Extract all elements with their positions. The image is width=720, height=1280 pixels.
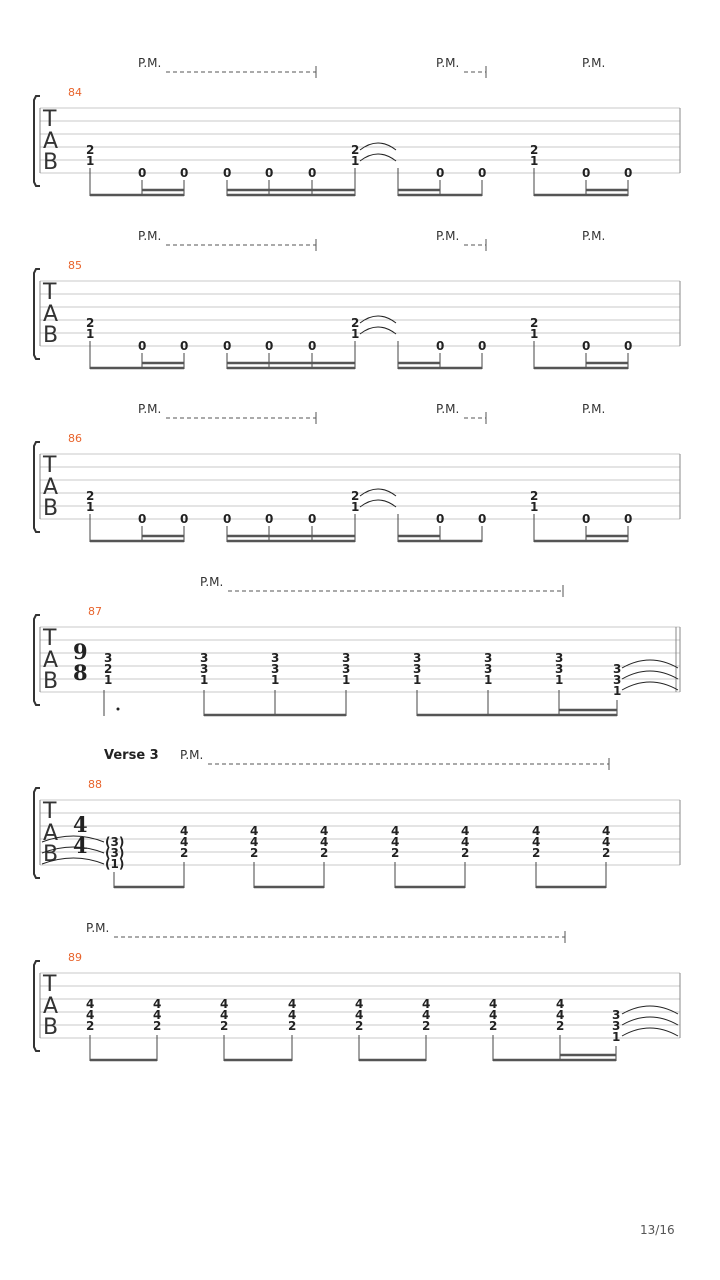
system-bracket bbox=[34, 269, 40, 359]
palm-mute-label: P.M. bbox=[138, 402, 162, 416]
fret-number: 1 bbox=[530, 154, 539, 168]
fret-number: 3 bbox=[200, 651, 209, 665]
measure-number: 87 bbox=[88, 605, 102, 618]
fret-number: 0 bbox=[138, 339, 147, 353]
fret-number: 1 bbox=[351, 327, 360, 341]
tab-clef-t: T bbox=[43, 626, 57, 651]
fret-number: 4 bbox=[602, 824, 611, 838]
fret-number: 1 bbox=[351, 500, 360, 514]
tab-clef-a: A bbox=[43, 648, 59, 673]
fret-number: 1 bbox=[530, 500, 539, 514]
tab-system-89 bbox=[34, 921, 680, 1061]
tab-clef-t: T bbox=[43, 453, 57, 478]
fret-number: 1 bbox=[484, 673, 493, 687]
fret-number: 3 bbox=[613, 673, 622, 687]
fret-number: 3 bbox=[613, 662, 622, 676]
note-stems bbox=[90, 168, 628, 196]
palm-mute-label: P.M. bbox=[436, 229, 460, 243]
tab-clef-b: B bbox=[43, 1015, 59, 1040]
tab-notes bbox=[86, 997, 620, 1044]
fret-number: 2 bbox=[250, 846, 259, 860]
fret-number: 1 bbox=[200, 673, 209, 687]
tab-notes bbox=[86, 489, 632, 526]
fret-number: 4 bbox=[250, 835, 259, 849]
fret-number: 2 bbox=[351, 143, 360, 157]
fret-number: 0 bbox=[138, 512, 147, 526]
fret-number: 2 bbox=[86, 143, 95, 157]
palm-mute-label: P.M. bbox=[180, 748, 204, 762]
system-bracket bbox=[34, 961, 40, 1051]
fret-number: 2 bbox=[461, 846, 470, 860]
fret-number: 0 bbox=[308, 166, 317, 180]
tab-system-87 bbox=[34, 575, 680, 716]
fret-number: 2 bbox=[556, 1019, 565, 1033]
note-stems bbox=[114, 862, 606, 888]
fret-number: 4 bbox=[220, 997, 229, 1011]
fret-number: 0 bbox=[308, 512, 317, 526]
fret-number: 4 bbox=[86, 1008, 95, 1022]
note-beams bbox=[90, 190, 628, 195]
palm-mute-label: P.M. bbox=[582, 229, 606, 243]
fret-number: 0 bbox=[478, 339, 487, 353]
palm-mute-label: P.M. bbox=[138, 56, 162, 70]
tab-clef-b: B bbox=[43, 669, 59, 694]
fret-number: 4 bbox=[220, 1008, 229, 1022]
note-stems bbox=[104, 690, 617, 716]
fret-number: 3 bbox=[271, 651, 280, 665]
measure-number: 88 bbox=[88, 778, 102, 791]
palm-mute-label: P.M. bbox=[200, 575, 224, 589]
fret-number: 0 bbox=[624, 512, 633, 526]
time-signature-numerator: 9 bbox=[73, 639, 88, 664]
palm-mute-label: P.M. bbox=[436, 56, 460, 70]
fret-number: 1 bbox=[530, 327, 539, 341]
tab-notes bbox=[86, 316, 632, 353]
tab-staff-lines bbox=[40, 108, 680, 173]
fret-number: 4 bbox=[391, 835, 400, 849]
note-stems bbox=[90, 1035, 616, 1061]
measure-number: 85 bbox=[68, 259, 82, 272]
fret-number: 2 bbox=[391, 846, 400, 860]
tab-staff-lines bbox=[40, 800, 680, 865]
tab-clef-b: B bbox=[43, 496, 59, 521]
tab-system-86 bbox=[34, 402, 680, 542]
fret-number: 4 bbox=[320, 824, 329, 838]
fret-number: 0 bbox=[582, 339, 591, 353]
fret-number: 4 bbox=[153, 1008, 162, 1022]
fret-number: 2 bbox=[489, 1019, 498, 1033]
note-stems bbox=[90, 514, 628, 542]
fret-number: 0 bbox=[265, 166, 274, 180]
section-label: Verse 3 bbox=[104, 748, 159, 763]
system-bracket bbox=[34, 442, 40, 532]
fret-number: 1 bbox=[271, 673, 280, 687]
fret-number: 0 bbox=[180, 339, 189, 353]
tab-clef-a: A bbox=[43, 475, 59, 500]
tie-arcs bbox=[360, 143, 396, 161]
tab-notes bbox=[104, 651, 621, 698]
system-bracket bbox=[34, 788, 40, 878]
fret-number: 2 bbox=[532, 846, 541, 860]
fret-number: 0 bbox=[582, 166, 591, 180]
tied-fret-number: (3) bbox=[105, 835, 125, 849]
fret-number: 4 bbox=[320, 835, 329, 849]
fret-number: 0 bbox=[436, 166, 445, 180]
fret-number: 3 bbox=[612, 1008, 621, 1022]
fret-number: 3 bbox=[342, 662, 351, 676]
fret-number: 3 bbox=[555, 662, 564, 676]
fret-number: 0 bbox=[478, 166, 487, 180]
fret-number: 3 bbox=[612, 1019, 621, 1033]
tied-fret-number: (1) bbox=[105, 857, 125, 871]
fret-number: 0 bbox=[223, 512, 232, 526]
palm-mute-label: P.M. bbox=[582, 402, 606, 416]
fret-number: 0 bbox=[265, 512, 274, 526]
fret-number: 4 bbox=[86, 997, 95, 1011]
tab-clef-a: A bbox=[43, 129, 59, 154]
tab-system-85 bbox=[34, 229, 680, 369]
fret-number: 0 bbox=[223, 339, 232, 353]
tab-clef-a: A bbox=[43, 302, 59, 327]
fret-number: 2 bbox=[86, 316, 95, 330]
measure-number: 84 bbox=[68, 86, 82, 99]
fret-number: 4 bbox=[355, 1008, 364, 1022]
tab-staff-lines bbox=[40, 627, 680, 692]
fret-number: 4 bbox=[391, 824, 400, 838]
fret-number: 3 bbox=[484, 651, 493, 665]
fret-number: 4 bbox=[602, 835, 611, 849]
fret-number: 3 bbox=[413, 662, 422, 676]
fret-number: 2 bbox=[602, 846, 611, 860]
fret-number: 0 bbox=[223, 166, 232, 180]
fret-number: 2 bbox=[104, 662, 113, 676]
fret-number: 0 bbox=[436, 512, 445, 526]
time-signature-numerator: 4 bbox=[73, 812, 88, 837]
palm-mute-label: P.M. bbox=[86, 921, 110, 935]
fret-number: 4 bbox=[532, 824, 541, 838]
dotted-note-dot bbox=[117, 708, 120, 711]
fret-number: 2 bbox=[422, 1019, 431, 1033]
fret-number: 0 bbox=[582, 512, 591, 526]
fret-number: 3 bbox=[271, 662, 280, 676]
tab-clef-b: B bbox=[43, 323, 59, 348]
tab-clef-b: B bbox=[43, 150, 59, 175]
tab-notes bbox=[86, 143, 632, 180]
tab-staff-lines bbox=[40, 281, 680, 346]
tie-arcs bbox=[360, 316, 396, 334]
fret-number: 2 bbox=[180, 846, 189, 860]
fret-number: 0 bbox=[624, 166, 633, 180]
tab-system-84 bbox=[34, 56, 680, 196]
fret-number: 2 bbox=[220, 1019, 229, 1033]
fret-number: 4 bbox=[355, 997, 364, 1011]
fret-number: 3 bbox=[413, 651, 422, 665]
note-beams bbox=[90, 363, 628, 368]
tie-arcs bbox=[360, 489, 396, 507]
fret-number: 2 bbox=[320, 846, 329, 860]
fret-number: 4 bbox=[153, 997, 162, 1011]
note-beams bbox=[90, 1055, 616, 1060]
fret-number: 4 bbox=[556, 1008, 565, 1022]
fret-number: 4 bbox=[288, 997, 297, 1011]
fret-number: 4 bbox=[489, 1008, 498, 1022]
tab-clef-a: A bbox=[43, 994, 59, 1019]
page-number: 13/16 bbox=[640, 1223, 675, 1237]
tab-clef-t: T bbox=[43, 107, 57, 132]
fret-number: 4 bbox=[489, 997, 498, 1011]
fret-number: 1 bbox=[342, 673, 351, 687]
fret-number: 4 bbox=[288, 1008, 297, 1022]
fret-number: 3 bbox=[200, 662, 209, 676]
fret-number: 2 bbox=[530, 143, 539, 157]
fret-number: 2 bbox=[355, 1019, 364, 1033]
fret-number: 1 bbox=[351, 154, 360, 168]
tab-system-88 bbox=[34, 748, 680, 888]
fret-number: 0 bbox=[308, 339, 317, 353]
note-beams bbox=[90, 536, 628, 541]
fret-number: 1 bbox=[613, 684, 622, 698]
fret-number: 3 bbox=[555, 651, 564, 665]
measure-number: 86 bbox=[68, 432, 82, 445]
fret-number: 2 bbox=[351, 489, 360, 503]
fret-number: 4 bbox=[422, 1008, 431, 1022]
fret-number: 2 bbox=[86, 1019, 95, 1033]
fret-number: 0 bbox=[138, 166, 147, 180]
time-signature-denominator: 4 bbox=[73, 833, 88, 858]
fret-number: 3 bbox=[342, 651, 351, 665]
fret-number: 1 bbox=[86, 500, 95, 514]
fret-number: 4 bbox=[250, 824, 259, 838]
system-bracket bbox=[34, 615, 40, 705]
palm-mute-label: P.M. bbox=[436, 402, 460, 416]
fret-number: 1 bbox=[413, 673, 422, 687]
fret-number: 0 bbox=[180, 166, 189, 180]
fret-number: 4 bbox=[556, 997, 565, 1011]
fret-number: 3 bbox=[104, 651, 113, 665]
tie-arcs bbox=[622, 660, 678, 690]
tab-notes bbox=[105, 824, 610, 871]
fret-number: 2 bbox=[153, 1019, 162, 1033]
fret-number: 2 bbox=[530, 489, 539, 503]
fret-number: 4 bbox=[422, 997, 431, 1011]
tab-clef-t: T bbox=[43, 280, 57, 305]
fret-number: 1 bbox=[86, 154, 95, 168]
fret-number: 4 bbox=[461, 835, 470, 849]
fret-number: 0 bbox=[180, 512, 189, 526]
fret-number: 0 bbox=[478, 512, 487, 526]
tie-arcs bbox=[622, 1006, 678, 1036]
tab-clef-a: A bbox=[43, 821, 59, 846]
fret-number: 2 bbox=[530, 316, 539, 330]
tied-fret-number: (3) bbox=[105, 846, 125, 860]
fret-number: 4 bbox=[180, 824, 189, 838]
measure-number: 89 bbox=[68, 951, 82, 964]
fret-number: 1 bbox=[555, 673, 564, 687]
system-bracket bbox=[34, 96, 40, 186]
fret-number: 0 bbox=[265, 339, 274, 353]
fret-number: 2 bbox=[86, 489, 95, 503]
palm-mute-label: P.M. bbox=[138, 229, 162, 243]
fret-number: 4 bbox=[180, 835, 189, 849]
fret-number: 0 bbox=[624, 339, 633, 353]
fret-number: 4 bbox=[532, 835, 541, 849]
fret-number: 1 bbox=[612, 1030, 621, 1044]
palm-mute-label: P.M. bbox=[582, 56, 606, 70]
tab-clef-t: T bbox=[43, 799, 57, 824]
fret-number: 3 bbox=[484, 662, 493, 676]
fret-number: 1 bbox=[104, 673, 113, 687]
note-beams bbox=[204, 710, 617, 715]
tab-staff-lines bbox=[40, 454, 680, 519]
time-signature-denominator: 8 bbox=[73, 660, 88, 685]
fret-number: 1 bbox=[86, 327, 95, 341]
tab-clef-b: B bbox=[43, 842, 59, 867]
fret-number: 4 bbox=[461, 824, 470, 838]
tab-clef-t: T bbox=[43, 972, 57, 997]
fret-number: 2 bbox=[351, 316, 360, 330]
fret-number: 2 bbox=[288, 1019, 297, 1033]
note-stems bbox=[90, 341, 628, 369]
fret-number: 0 bbox=[436, 339, 445, 353]
